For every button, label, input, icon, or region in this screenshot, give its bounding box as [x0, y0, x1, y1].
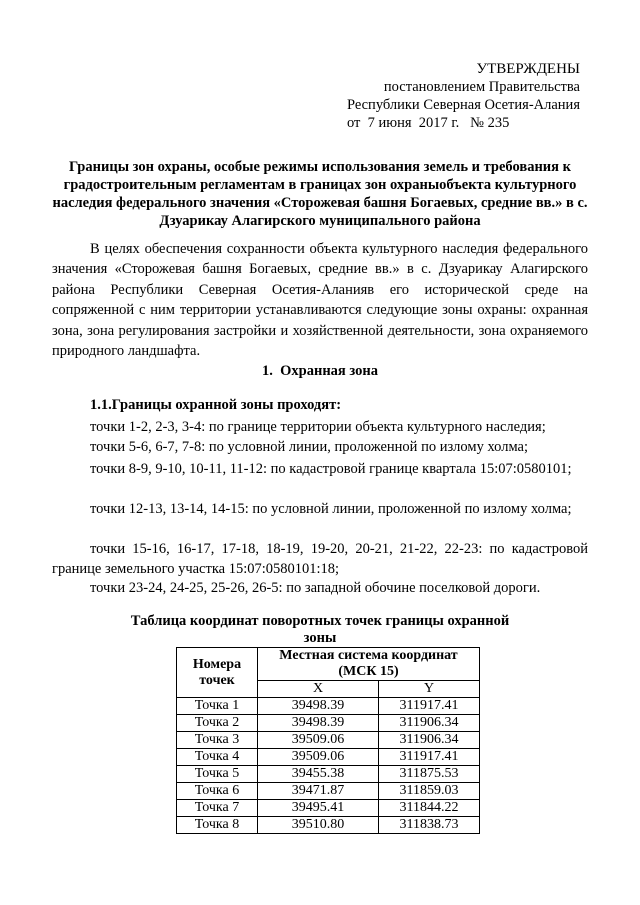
cell-point: Точка 6 — [177, 783, 258, 800]
cell-x: 39455.38 — [258, 766, 379, 783]
boundary-item: точки 15-16, 16-17, 17-18, 18-19, 19-20, 20-21, 21-22, 22-23: по кадастровой границе земельного участка 15:07:0580101:18; — [52, 541, 588, 578]
table-row — [177, 817, 480, 834]
cell-x: 39498.39 — [258, 715, 379, 732]
table-row — [177, 698, 480, 715]
cell-point: Точка 2 — [177, 715, 258, 732]
table-row — [177, 783, 480, 800]
table-row — [177, 732, 480, 749]
header-x: X — [258, 681, 379, 698]
cell-y: 311917.41 — [379, 749, 480, 766]
cell-y: 311875.53 — [379, 766, 480, 783]
approval-block — [347, 60, 580, 132]
table-row — [177, 749, 480, 766]
cell-y: 311859.03 — [379, 783, 480, 800]
cell-x: 39510.80 — [258, 817, 379, 834]
cell-y: 311844.22 — [379, 800, 480, 817]
cell-point: Точка 3 — [177, 732, 258, 749]
header-coordinate-system: Местная система координат (МСК 15) — [258, 648, 480, 681]
header-y: Y — [379, 681, 480, 698]
cell-point: Точка 8 — [177, 817, 258, 834]
header-point-numbers: Номера точек — [177, 648, 258, 698]
cell-y: 311917.41 — [379, 698, 480, 715]
table-row — [177, 715, 480, 732]
boundary-item: точки 1-2, 2-3, 3-4: по границе территории объекта культурного наследия; — [90, 419, 546, 435]
cell-y: 311906.34 — [379, 715, 480, 732]
table-title: Таблица координат поворотных точек границы охранной зоны — [130, 613, 510, 646]
approval-line-1: постановлением Правительства — [383, 79, 580, 95]
coordinates-table — [176, 647, 480, 834]
cell-x: 39498.39 — [258, 698, 379, 715]
cell-point: Точка 1 — [177, 698, 258, 715]
boundary-item: точки 23-24, 24-25, 25-26, 26-5: по западной обочине поселковой дороги. — [90, 580, 541, 596]
cell-point: Точка 5 — [177, 766, 258, 783]
table-row — [177, 766, 480, 783]
boundary-item: точки 5-6, 6-7, 7-8: по условной линии, проложенной по излому холма; — [90, 439, 528, 455]
cell-x: 39471.87 — [258, 783, 379, 800]
intro-paragraph: В целях обеспечения сохранности объекта культурного наследия федерального значения «Сторожевая башня Богаевых, средние вв.» в с. Дзуарикау Алагирского района Республики Северная Осетия-Аланияв его исторической среде на сопряженной с ним территории устанавливаются следующие зоны охраны: охранная зона, зона регулирования застройки и хозяйственной деятельности, зона охраняемого природного ландшафта. — [52, 241, 588, 360]
approval-line-2: Республики Северная Осетия-Алания — [346, 97, 580, 113]
section-heading: 1. Охранная зона — [262, 363, 378, 379]
boundary-item: точки 8-9, 9-10, 10-11, 11-12: по кадастровой границе квартала 15:07:0580101; — [90, 461, 572, 477]
cell-x: 39509.06 — [258, 749, 379, 766]
cell-y: 311838.73 — [379, 817, 480, 834]
approval-date-line: от 7 июня 2017 г. № 235 — [346, 115, 510, 131]
document-title: Границы зон охраны, особые режимы использования земель и требования к градостроительным регламентам в границах зон охраныобъекта культурного наследия федерального значения «Сторожевая башня Богаевых, средние вв.» в с. Дзуарикау Алагирского муниципального района — [52, 159, 588, 229]
cell-point: Точка 4 — [177, 749, 258, 766]
cell-x: 39509.06 — [258, 732, 379, 749]
approval-heading: УТВЕРЖДЕНЫ — [476, 61, 580, 77]
cell-x: 39495.41 — [258, 800, 379, 817]
table-row — [177, 800, 480, 817]
boundary-item: точки 12-13, 13-14, 14-15: по условной линии, проложенной по излому холма; — [90, 501, 572, 517]
subsection-heading: 1.1.Границы охранной зоны проходят: — [90, 397, 342, 413]
cell-point: Точка 7 — [177, 800, 258, 817]
cell-y: 311906.34 — [379, 732, 480, 749]
